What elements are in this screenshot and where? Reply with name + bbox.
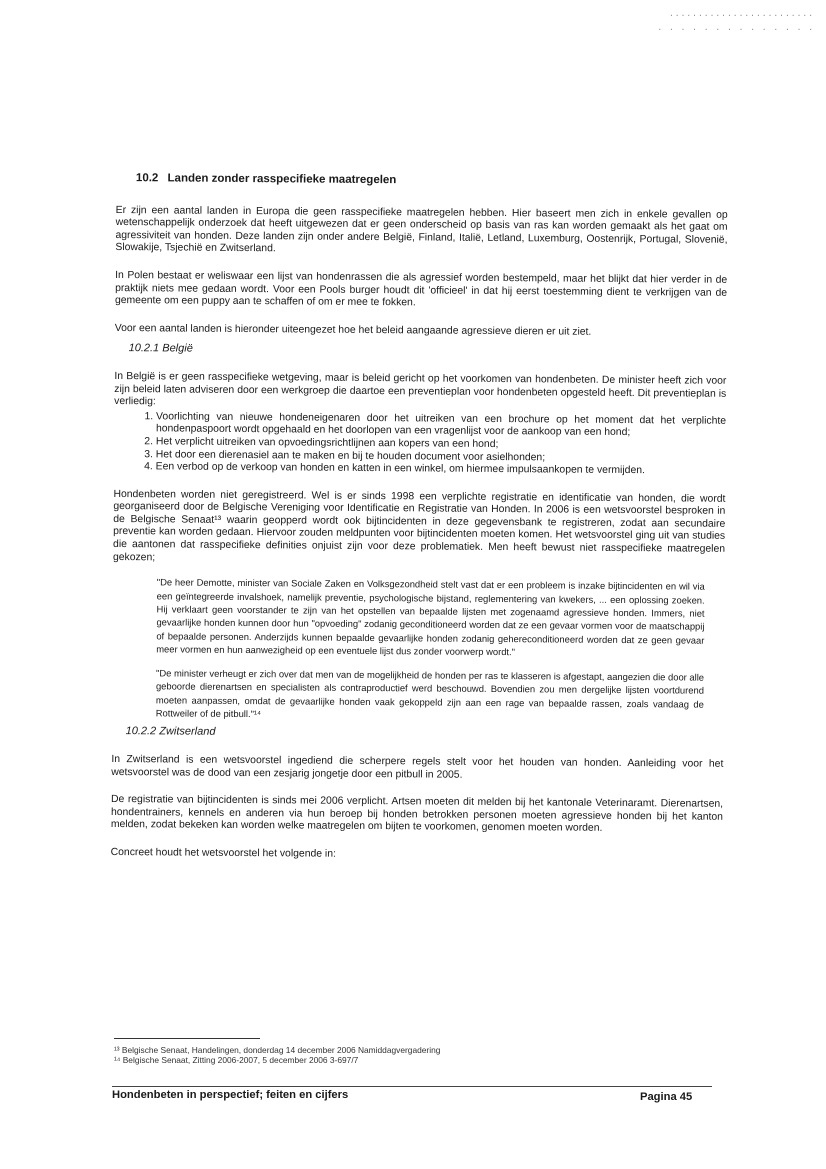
footnote-divider	[114, 1038, 260, 1039]
section-number: 10.2	[135, 172, 159, 185]
list-item: 2. Het verplicht uitreiken van opvoedingsrichtlijnen aan kopers van een hond;	[156, 436, 726, 453]
footer-title: Hondenbeten in perspectief; feiten en cijfers	[112, 1089, 349, 1101]
paragraph: Er zijn een aantal landen in Europa die geen rasspecifieke maatregelen hebben. Hier baseert men zich in enkele gevallen op wetenschappelijk onderzoek dat heeft uitgewezen dat er geen onderscheid op basis van ras kan worden gemaakt als het gaat om agressiviteit van honden. Deze landen zijn onder andere België, Finland, Italië, Letland, Luxemburg, Oostenrijk, Portugal, Slovenië, Slowakije, Tsjechië en Zwitserland.	[115, 204, 728, 255]
paragraph: In Zwitserland is een wetsvoorstel ingediend die scherpere regels stelt voor het houden van honden. Aanleiding voor het wetsvoorstel was de dood van een zesjarig jongetje door een pitbull in 2005.	[111, 753, 724, 781]
corner-mark-line: . . . . . . . . . . . . . .	[657, 24, 814, 33]
list-item: 1. Voorlichting van nieuwe hondeneigenaren door het uitreiken van een brochure op het moment dat het verplichte hondenpaspoort wordt opgehaald en het doorlopen van een vragenlijst voor de aankoop van een hond;	[156, 411, 726, 441]
prevention-list	[134, 411, 726, 479]
paragraph: Voor een aantal landen is hieronder uiteengezet hoe het beleid aangaande agressieve dieren er uit ziet.	[114, 322, 592, 338]
footnote: ¹⁴ Belgische Senaat, Zitting 2006-2007, 5 december 2006 3-697/7	[114, 1055, 359, 1065]
quote: "De minister verheugt er zich over dat men van de mogelijkheid de honden per ras te klasseren is afgestapt, aangezien die door alle geboorde dierenartsen en specialisten als contraproductief werd beschouwd. Bovendien zou men dergelijke lijsten voortdurend moeten aanpassen, omdat de gevaarlijke honden vaak gekoppeld zijn aan een rage van bepaalde rassen, zoals vandaag de Rottweiler of de pitbull."¹⁴	[155, 667, 705, 720]
corner-mark-line: .........................	[668, 10, 814, 19]
paragraph: In België is er geen rasspecifieke wetgeving, maar is beleid gericht op het voorkomen van hondenbeten. De minister heeft zich voor zijn beleid laten adviseren door een werkgroep die daartoe een preventieplan voor hondenbeten opgesteld heeft. Dit preventieplan is verliedig:	[114, 370, 727, 408]
footnotes	[114, 1045, 534, 1065]
footer-divider	[112, 1086, 712, 1087]
paragraph: Hondenbeten worden niet geregistreerd. Wel is er sinds 1998 een verplichte registratie en identificatie van honden, die wordt georganiseerd door de Belgische Vereniging voor Identificatie en Registratie van Honden. In 2006 is een wetsvoorstel besproken in de Belgische Senaat¹³ waarin geopperd wordt ook bijtincidenten in deze gegevensbank te registreren, zodat aan secundaire preventie kan worden gedaan. Hiervoor zouden meldpunten voor bijtincidenten moeten komen. Het wetsvoorstel ging uit van studies die aantonen dat rasspecifieke definities onjuist zijn voor deze problematiek. Men heeft bewust niet rasspecifieke maatregelen gekozen;	[112, 488, 726, 563]
scan-corner-marks	[634, 8, 814, 42]
paragraph: De registratie van bijtincidenten is sinds mei 2006 verplicht. Artsen moeten dit melden bij het kantonale Veterinaramt. Dierenartsen, hondentrainers, kennels en anderen via hun beroep bij honden betrokken personen moeten agressieve honden bij het kanton melden, zodat bekeken kan worden welke maatregelen om bijten te voorkomen, genomen moeten worden.	[110, 794, 724, 835]
footnote: ¹³ Belgische Senaat, Handelingen, donderdag 14 december 2006 Namiddagvergadering	[114, 1045, 441, 1055]
list-item: 3. Het door een dierenasiel aan te maken en bij te houden document voor asielhonden;	[156, 449, 726, 466]
subsection-heading-belgie: 10.2.1 België	[128, 342, 193, 355]
quote: "De heer Demotte, minister van Sociale Zaken en Volksgezondheid stelt vast dat er een probleem is inzake bijtincidenten en wil via een geïntegreerde invalshoek, namelijk preventie, psychologische bijstand, reglementering van kwekers, ... een oplossing zoeken. Hij verklaart geen voorstander te zijn van het opstellen van bepaalde lijsten met zogenaamd agressieve honden. Immers, niet gevaarlijke honden kunnen door hun "opvoeding" zodanig geconditioneerd worden dat ze een gevaar vormen voor de maatschappij of bepaalde personen. Anderzijds kunnen bepaalde gevaarlijke honden zodanig gehereconditioneerd worden dat ze geen gevaar meer vormen en hun aanwezigheid op een eventuele lijst dus zonder voorwerp wordt."	[156, 576, 705, 658]
list-item: 4. Een verbod op de verkoop van honden en katten in een winkel, om hiermee impulsaankopen te vermijden.	[156, 461, 726, 478]
paragraph: Concreet houdt het wetsvoorstel het volgende in:	[110, 846, 336, 860]
document-page	[110, 172, 727, 879]
section-heading	[136, 172, 728, 189]
subsection-heading-zwitserland: 10.2.2 Zwitserland	[125, 725, 216, 739]
section-title: Landen zonder rasspecifieke maatregelen	[167, 172, 397, 187]
paragraph: In Polen bestaat er weliswaar een lijst van hondenrassen die als agressief worden bestempeld, maar het blijkt dat hier verder in de praktijk niets mee gedaan wordt. Voor een Pools burger houdt dit 'officieel' in dat hij eerst toestemming dient te verkrijgen van de gemeente om een puppy aan te schaffen of om er mee te fokken.	[114, 269, 728, 309]
page-number: Pagina 45	[640, 1091, 693, 1103]
